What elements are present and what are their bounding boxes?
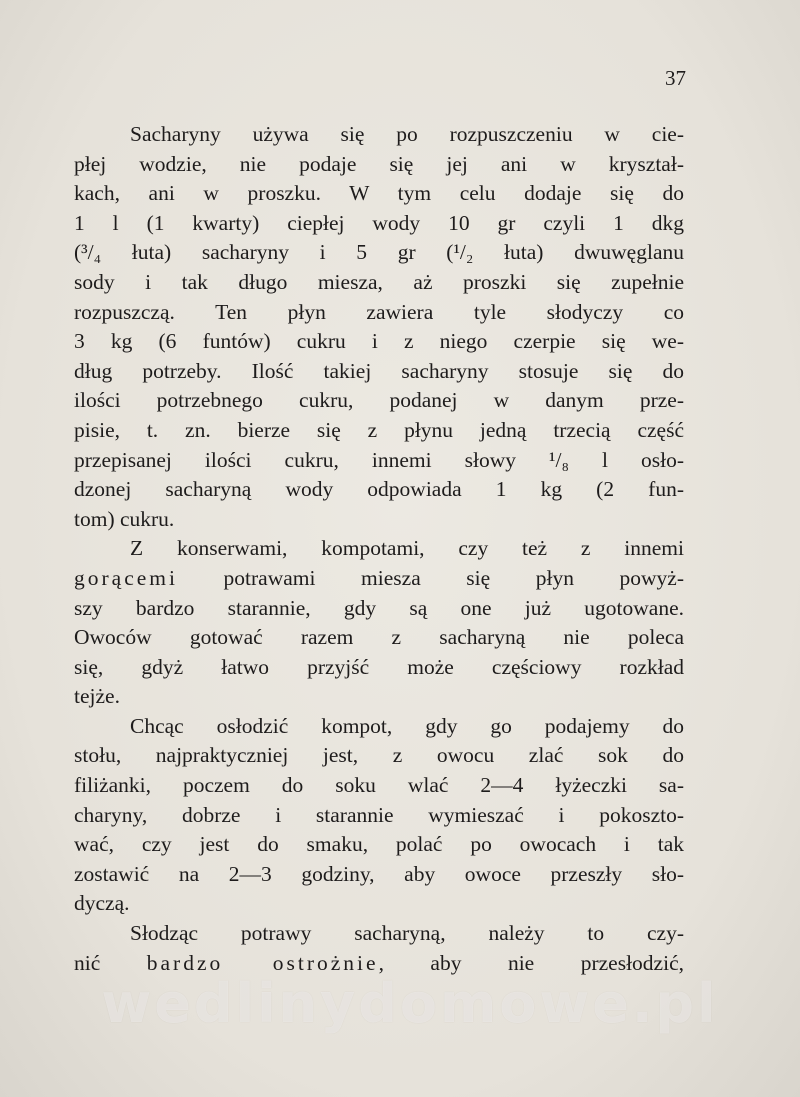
text-line: Sacharyny używa się po rozpuszczeniu w cie-	[130, 122, 684, 146]
text-line: dyczą.	[74, 891, 130, 916]
text-line: Chcąc osłodzić kompot, gdy go podajemy do	[130, 713, 684, 738]
text-line: Słodząc potrawy sacharyną, należy to czy-	[130, 921, 684, 946]
text-line: Owoców gotować razem z sacharyną nie poleca	[74, 625, 684, 650]
text-line: kach, ani w proszku. W tym celu dodaje się do	[74, 181, 684, 206]
text-line: gorącemi potrawami miesza się płyn powyż-	[74, 565, 684, 590]
text-line: dług potrzeby. Ilość takiej sacharyny stosuje się do	[74, 358, 684, 383]
text-line: (³/₄ łuta) sacharyny i 5 gr (¹/₂ łuta) dwuwęglanu	[74, 240, 684, 265]
text-line: dzonej sacharyną wody odpowiada 1 kg (2 fun-	[74, 477, 684, 502]
text-line: rozpuszczą. Ten płyn zawiera tyle słodyczy co	[74, 299, 684, 324]
text-line: nić bardzo ostrożnie, aby nie przesłodzić,	[74, 950, 684, 975]
text-line: wać, czy jest do smaku, polać po owocach i tak	[74, 832, 684, 857]
text-line: zostawić na 2—3 godziny, aby owoce przeszły sło-	[74, 861, 684, 886]
text-line: płej wodzie, nie podaje się jej ani w kryształ-	[74, 151, 684, 176]
text-line: tejże.	[74, 684, 120, 709]
page-number: 37	[665, 66, 686, 90]
text-line: sody i tak długo miesza, aż proszki się zupełnie	[74, 269, 684, 294]
watermark: wedlinydomowe.pl	[101, 972, 719, 1035]
text-line: się, gdyż łatwo przyjść może częściowy rozkład	[74, 654, 684, 679]
text-line: pisie, t. zn. bierze się z płynu jedną trzecią część	[74, 417, 684, 442]
text-line: tom) cukru.	[74, 506, 175, 531]
text-line: 1 l (1 kwarty) ciepłej wody 10 gr czyli 1 dkg	[74, 210, 684, 235]
text-line: charyny, dobrze i starannie wymieszać i pokoszto-	[74, 802, 684, 827]
text-line: filiżanki, poczem do soku wlać 2—4 łyżeczki sa-	[74, 773, 684, 798]
page-text	[74, 120, 684, 978]
text-line: szy bardzo starannie, gdy są one już ugotowane.	[74, 595, 684, 620]
text-line: przepisanej ilości cukru, innemi słowy ¹/₈ l osło-	[74, 447, 684, 472]
text-line: ilości potrzebnego cukru, podanej w danym prze-	[74, 388, 684, 413]
text-line: stołu, najpraktyczniej jest, z owocu zlać sok do	[74, 743, 684, 768]
text-line: Z konserwami, kompotami, czy też z innemi	[130, 536, 684, 561]
text-line: 3 kg (6 funtów) cukru i z niego czerpie się we-	[74, 329, 684, 354]
